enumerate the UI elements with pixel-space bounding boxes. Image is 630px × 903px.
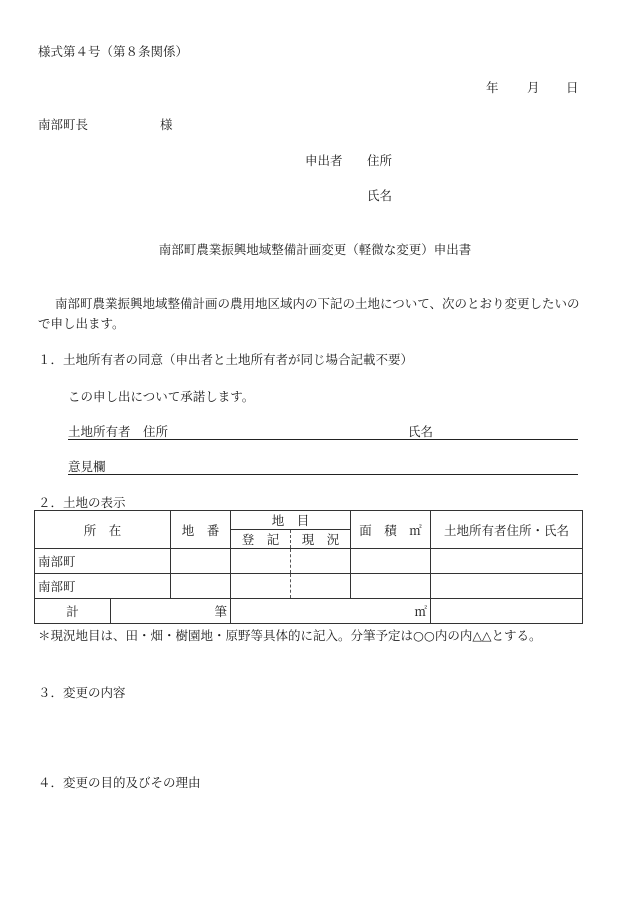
total-label: 計 [35,599,111,624]
row1-current[interactable] [291,549,351,574]
total-area-unit: ㎡ [231,599,431,624]
section2-heading: ２．土地の表示 [38,495,126,510]
date-month-label: 月 [527,80,540,95]
row1-area[interactable] [351,549,431,574]
row1-owner[interactable] [431,549,583,574]
addressee [38,115,173,133]
applicant-name-label: 氏名 [367,188,393,203]
row2-owner[interactable] [431,574,583,599]
row2-location: 南部町 [35,574,171,599]
row2-registered[interactable] [231,574,291,599]
header-area: 面 積 ㎡ [351,511,431,549]
consent-text: この申し出について承諾します。 [68,389,255,404]
owner-signature-line[interactable] [68,422,578,440]
row2-current[interactable] [291,574,351,599]
applicant-label: 申出者 [305,153,343,168]
row1-location: 南部町 [35,549,171,574]
owner-name-label: 氏名 [408,424,434,439]
opinion-label: 意見欄 [68,459,106,474]
header-location: 所 在 [35,511,171,549]
row2-lot-number[interactable] [171,574,231,599]
header-land-category: 地 目 [231,511,351,530]
total-row [35,599,583,624]
header-current: 現 況 [291,530,351,549]
header-registered: 登 記 [231,530,291,549]
section1-heading: １．土地所有者の同意（申出者と土地所有者が同じ場合記載不要） [38,352,414,367]
land-table [34,510,583,624]
document-title: 南部町農業振興地域整備計画変更（軽微な変更）申出書 [158,242,472,257]
table-note: ＊現況地目は、田・畑・樹園地・原野等具体的に記入。分筆予定は○○内の内△△とする。 [38,628,542,643]
applicant-address-label: 住所 [367,153,393,168]
section4-heading: ４．変更の目的及びその理由 [38,775,201,790]
total-lots-unit: 筆 [111,599,231,624]
date-day-label: 日 [566,80,579,95]
row2-area[interactable] [351,574,431,599]
form-number: 様式第４号（第８条関係） [38,44,189,59]
header-owner: 土地所有者住所・氏名 [431,511,583,549]
section3-heading: ３．変更の内容 [38,685,126,700]
row1-lot-number[interactable] [171,549,231,574]
header-lot-number: 地 番 [171,511,231,549]
opinion-line[interactable] [68,457,578,475]
addressee-honorific: 様 [159,117,173,132]
table-row [35,574,583,599]
owner-address-label: 土地所有者 住所 [68,424,169,439]
addressee-name: 南部町長 [38,117,89,132]
row1-registered[interactable] [231,549,291,574]
total-owner[interactable] [431,599,583,624]
date-year-label: 年 [486,80,499,95]
intro-paragraph: 南部町農業振興地域整備計画の農用地区域内の下記の土地について、次のとおり変更したいので申し出ます。 [38,296,580,331]
table-row [35,549,583,574]
